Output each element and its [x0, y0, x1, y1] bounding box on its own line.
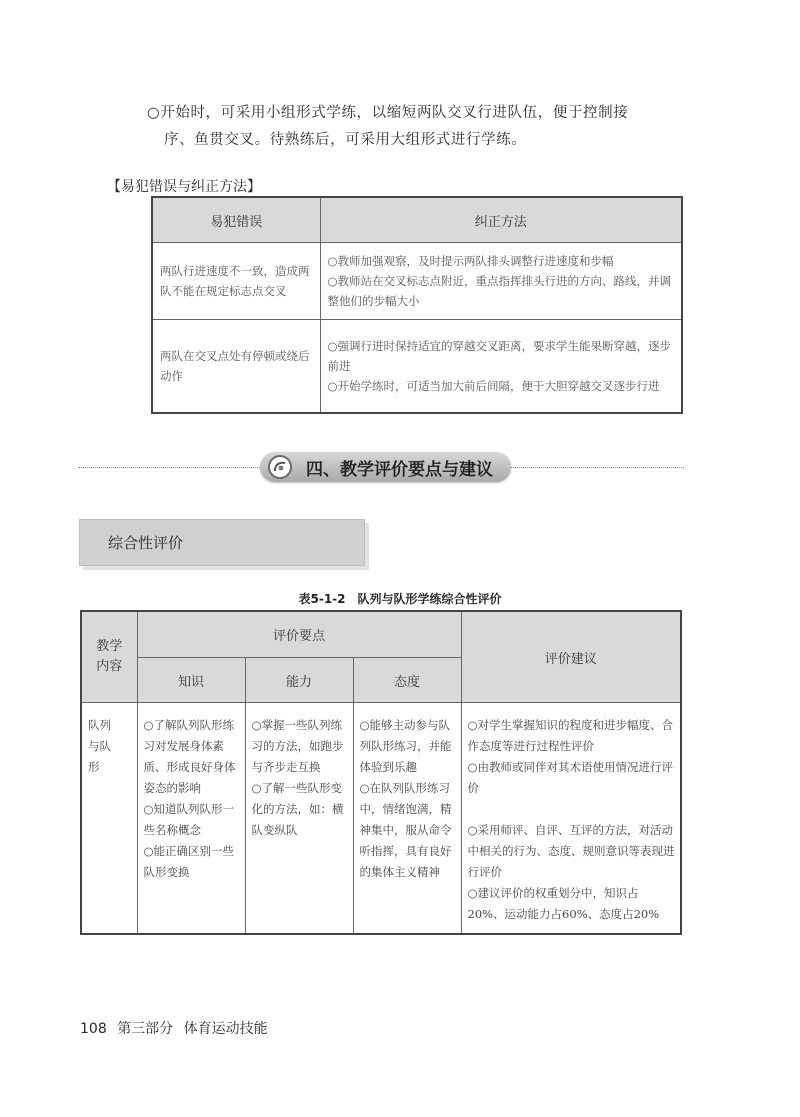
- suggestion-item: ○由教师或同伴对其术语使用情况进行评价: [467, 760, 674, 795]
- ability-item: ○了解一些队形变化的方法，如：横队变纵队: [251, 781, 344, 837]
- section-heading: [260, 452, 511, 482]
- attitude-item: ○在队列队形练习中，情绪饱满，精神集中，服从命令听指挥，具有良好的集体主义精神: [359, 781, 452, 879]
- header-content: 教学内容: [81, 611, 137, 703]
- header-points: 评价要点: [137, 611, 461, 658]
- table-row: [81, 703, 681, 935]
- ability-item: ○掌握一些队列练习的方法，如跑步与齐步走互换: [251, 718, 344, 774]
- error-cell: 两队在交叉点处有停顿或绕后动作: [152, 320, 320, 414]
- suggestion-gap: [468, 799, 676, 820]
- intro-line-1: ○开始时，可采用小组形式学练，以缩短两队交叉行进队伍，便于控制接: [147, 105, 629, 121]
- table-row: [152, 243, 682, 320]
- error-cell: 两队行进速度不一致，造成两队不能在规定标志点交叉: [152, 243, 320, 320]
- header-attitude: 态度: [353, 658, 461, 703]
- attitude-item: ○能够主动参与队列队形练习，并能体验到乐趣: [359, 718, 452, 774]
- table-row: [152, 320, 682, 414]
- intro-paragraph: [147, 100, 707, 154]
- knowledge-item: ○能正确区别一些队形变换: [143, 844, 235, 879]
- fix-cell: [320, 320, 682, 414]
- suggestion-item: ○对学生掌握知识的程度和进步幅度、合作态度等进行过程性评价: [467, 718, 674, 753]
- page-footer: [80, 1018, 274, 1038]
- evaluation-table: [80, 610, 682, 935]
- knowledge-item: ○了解队列队形练习对发展身体素质、形成良好身体姿态的影响: [143, 718, 236, 795]
- header-suggestion: 评价建议: [461, 611, 681, 703]
- content-cell: 队列与队形: [81, 703, 137, 935]
- errors-table: [151, 196, 683, 414]
- footer-subject: 体育运动技能: [183, 1021, 268, 1037]
- header-knowledge: 知识: [137, 658, 245, 703]
- fix-item: ○教师站在交叉标志点附近，重点指挥排头行进的方向、路线，并调整他们的步幅大小: [327, 274, 672, 308]
- fix-cell: [320, 243, 682, 320]
- section-title: 四、教学评价要点与建议: [306, 459, 493, 480]
- page-number: 108: [80, 1021, 107, 1037]
- table-caption: 表5-1-2 队列与队形学练综合性评价: [298, 592, 502, 606]
- fix-item: ○强调行进时保持适宜的穿越交叉距离，要求学生能果断穿越，逐步前进: [327, 339, 672, 373]
- teaching-icon: [268, 455, 292, 479]
- footer-part: 第三部分: [117, 1021, 174, 1037]
- header-ability: 能力: [245, 658, 353, 703]
- suggestion-cell: [461, 703, 681, 935]
- errors-header-error: 易犯错误: [152, 197, 320, 243]
- comprehensive-eval-box: [79, 519, 365, 566]
- errors-section-title: 【易犯错误与纠正方法】: [107, 179, 261, 195]
- fix-item: ○教师加强观察，及时提示两队排头调整行进速度和步幅: [327, 254, 614, 268]
- intro-line-2: 序、鱼贯交叉。待熟练后，可采用大组形式进行学练。: [164, 132, 527, 148]
- attitude-cell: [353, 703, 461, 935]
- suggestion-item: ○建议评价的权重划分中，知识占20%、运动能力占60%、态度占20%: [467, 886, 660, 921]
- fix-item: ○开始学练时，可适当加大前后间隔，便于大胆穿越交叉逐步行进: [327, 379, 660, 393]
- ability-cell: [245, 703, 353, 935]
- errors-header-fix: 纠正方法: [320, 197, 682, 243]
- suggestion-item: ○采用师评、自评、互评的方法，对活动中相关的行为、态度、规则意识等表现进行评价: [467, 823, 675, 879]
- knowledge-cell: [137, 703, 245, 935]
- comprehensive-eval-label: 综合性评价: [108, 534, 184, 552]
- knowledge-item: ○知道队列队形一些名称概念: [143, 802, 235, 837]
